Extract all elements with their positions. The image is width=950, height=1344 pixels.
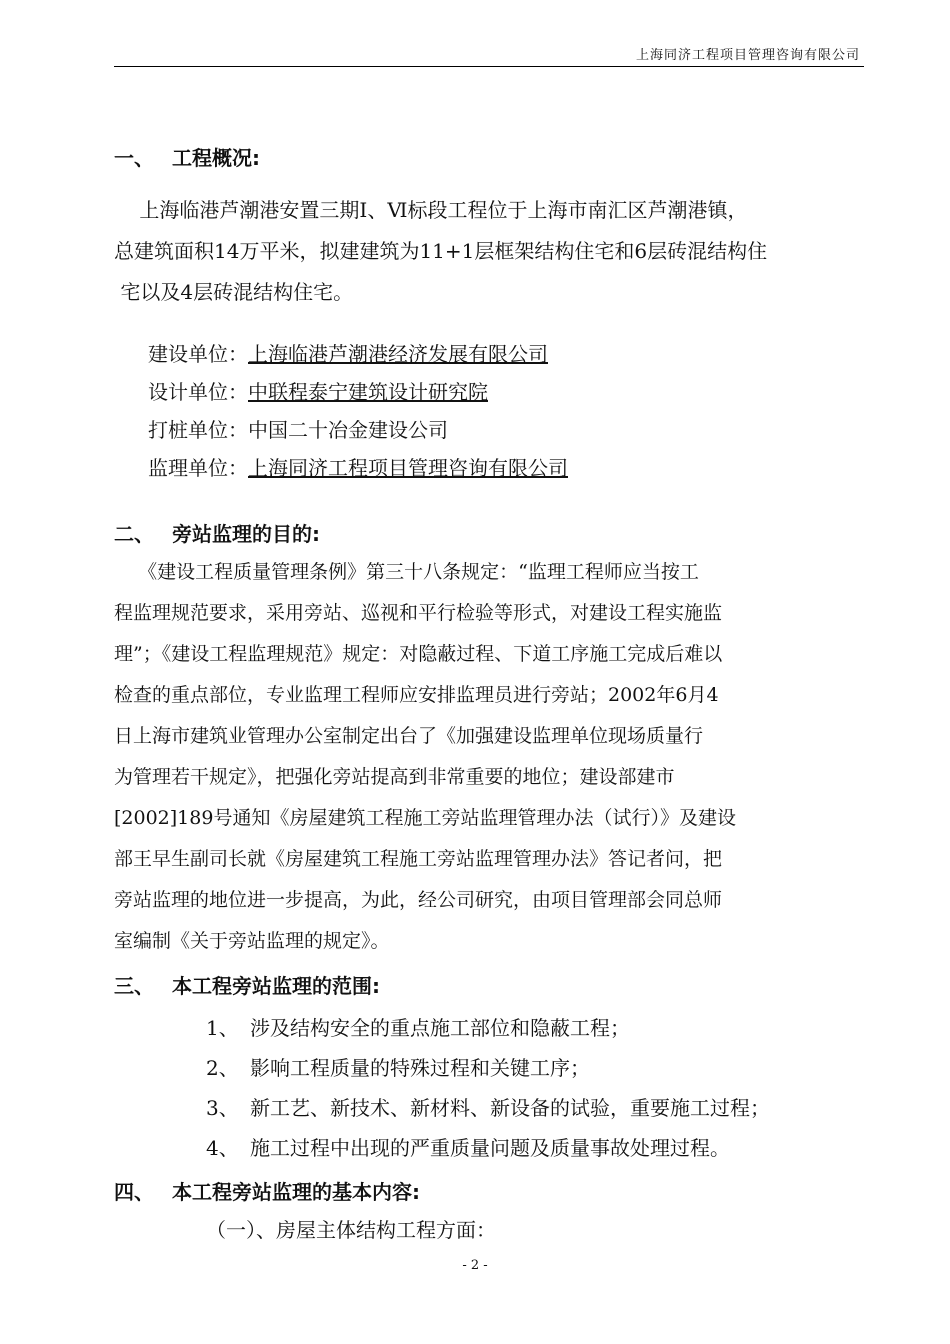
scope-item-number: 2、 xyxy=(206,1056,239,1080)
section-4-title: 本工程旁站监理的基本内容: xyxy=(172,1180,420,1204)
section-1-paragraph xyxy=(114,190,862,313)
paragraph-line: 为管理若干规定》，把强化旁站提高到非常重要的地位；建设部建市 xyxy=(114,766,675,788)
section-4-subheading: （一）、房屋主体结构工程方面： xyxy=(206,1218,496,1242)
unit-row-design xyxy=(148,376,488,405)
paragraph-line: [2002]189号通知《房屋建筑工程施工旁站监理管理办法（试行）》及建设 xyxy=(114,807,736,829)
unit-label: 设计单位： xyxy=(148,380,248,404)
scope-item-number: 3、 xyxy=(206,1096,239,1120)
scope-item-number: 4、 xyxy=(206,1136,239,1160)
unit-value: 中联程泰宁建筑设计研究院 xyxy=(248,380,488,404)
section-3-number: 三、 xyxy=(114,974,154,998)
paragraph-line: 《建设工程质量管理条例》第三十八条规定：“监理工程师应当按工 xyxy=(114,561,699,583)
unit-row-supervision xyxy=(148,452,568,481)
scope-item-text: 涉及结构安全的重点施工部位和隐蔽工程； xyxy=(250,1016,630,1040)
header-rule xyxy=(114,66,864,67)
unit-value: 上海同济工程项目管理咨询有限公司 xyxy=(248,456,568,480)
paragraph-line: 部王早生副司长就《房屋建筑工程施工旁站监理管理办法》答记者问，把 xyxy=(114,848,723,870)
scope-item xyxy=(206,1132,730,1161)
section-3-title: 本工程旁站监理的范围: xyxy=(172,974,380,998)
scope-item-text: 影响工程质量的特殊过程和关键工序； xyxy=(250,1056,590,1080)
section-4-number: 四、 xyxy=(114,1180,154,1204)
scope-item-number: 1、 xyxy=(206,1016,239,1040)
section-2-title: 旁站监理的目的: xyxy=(172,522,320,546)
unit-value: 上海临港芦潮港经济发展有限公司 xyxy=(248,342,548,366)
scope-item xyxy=(206,1092,770,1121)
section-2-heading xyxy=(114,518,320,547)
section-1-heading xyxy=(114,142,260,171)
section-2-paragraph xyxy=(114,552,862,962)
paragraph-line: 总建筑面积14万平米，拟建建筑为11+1层框架结构住宅和6层砖混结构住 xyxy=(114,239,768,263)
unit-label: 打桩单位： xyxy=(148,418,248,442)
page-number: - 2 - xyxy=(462,1258,488,1273)
paragraph-line: 旁站监理的地位进一步提高，为此，经公司研究，由项目管理部会同总师 xyxy=(114,889,723,911)
unit-row-piling xyxy=(148,414,448,443)
paragraph-line: 宅以及4层砖混结构住宅。 xyxy=(114,280,354,304)
scope-item-text: 新工艺、新技术、新材料、新设备的试验，重要施工过程； xyxy=(250,1096,770,1120)
paragraph-line: 上海临港芦潮港安置三期Ⅰ、Ⅵ标段工程位于上海市南汇区芦潮港镇， xyxy=(114,198,748,222)
unit-label: 监理单位： xyxy=(148,456,248,480)
section-2-number: 二、 xyxy=(114,522,154,546)
section-1-title: 工程概况: xyxy=(172,146,260,170)
paragraph-line: 检查的重点部位，专业监理工程师应安排监理员进行旁站；2002年6月4 xyxy=(114,684,719,706)
unit-value: 中国二十冶金建设公司 xyxy=(248,418,448,442)
scope-item xyxy=(206,1012,630,1041)
paragraph-line: 程监理规范要求，采用旁站、巡视和平行检验等形式，对建设工程实施监 xyxy=(114,602,723,624)
header-company: 上海同济工程项目管理咨询有限公司 xyxy=(635,48,860,63)
unit-label: 建设单位： xyxy=(148,342,248,366)
scope-item xyxy=(206,1052,590,1081)
section-1-number: 一、 xyxy=(114,146,154,170)
paragraph-line: 日上海市建筑业管理办公室制定出台了《加强建设监理单位现场质量行 xyxy=(114,725,704,747)
paragraph-line: 室编制《关于旁站监理的规定》。 xyxy=(114,930,390,952)
scope-item-text: 施工过程中出现的严重质量问题及质量事故处理过程。 xyxy=(250,1136,730,1160)
section-4-heading xyxy=(114,1176,420,1205)
section-3-heading xyxy=(114,970,380,999)
paragraph-line: 理”；《建设工程监理规范》规定：对隐蔽过程、下道工序施工完成后难以 xyxy=(114,643,723,665)
unit-row-construction xyxy=(148,338,548,367)
